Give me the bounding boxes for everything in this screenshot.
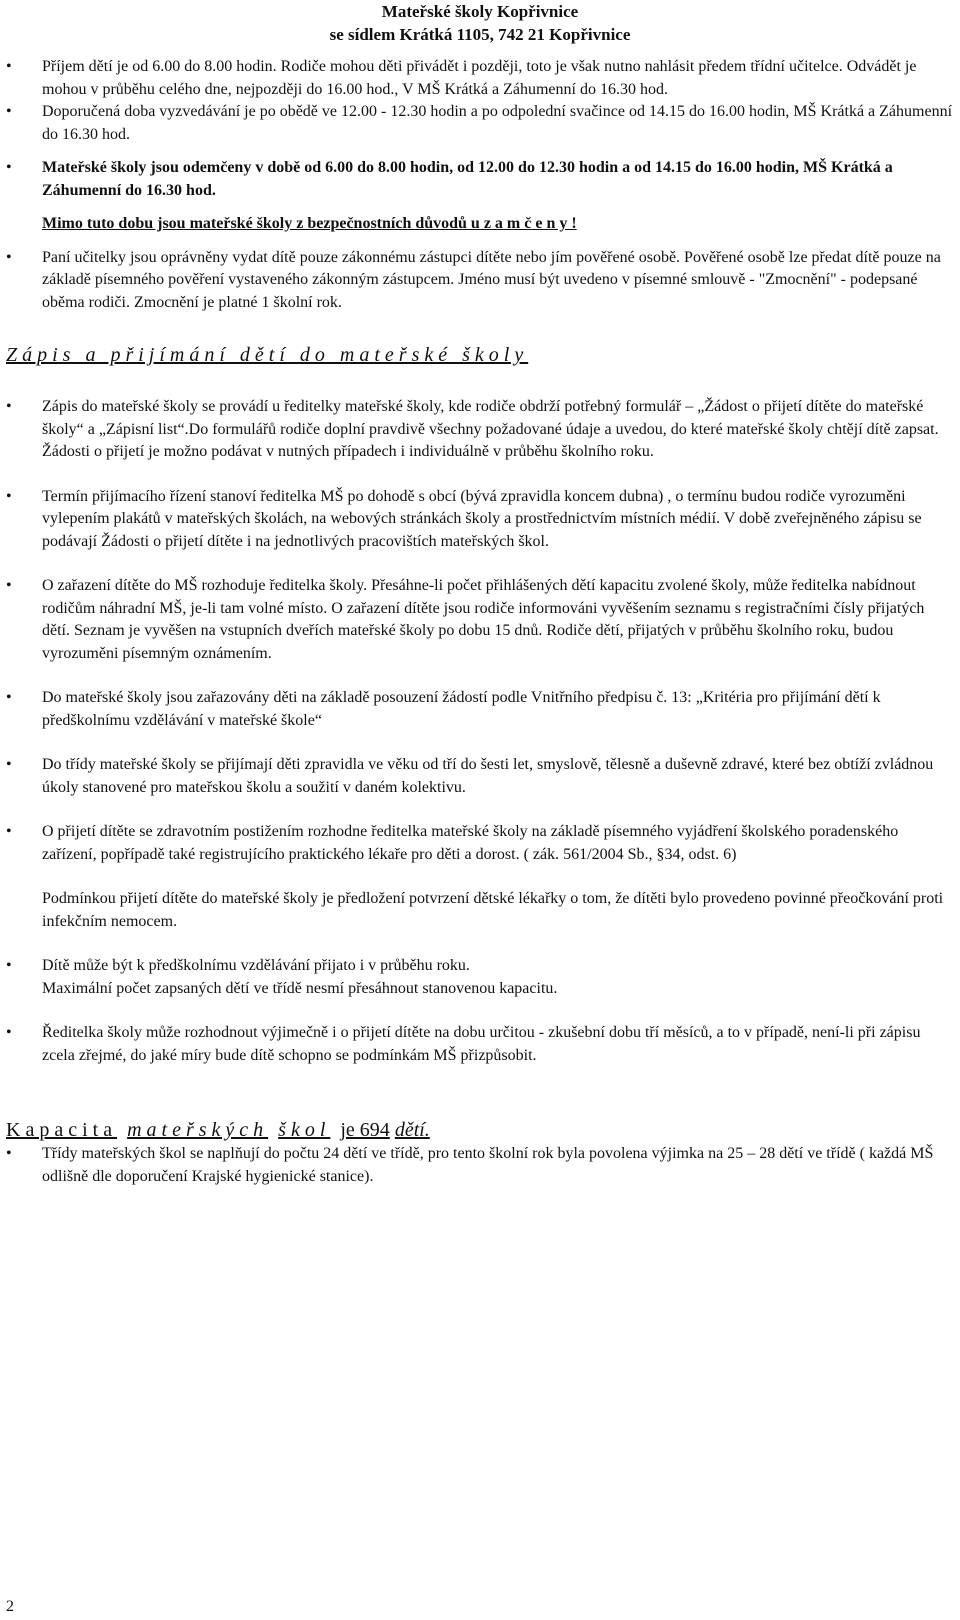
document-body <box>6 56 954 1188</box>
security-warning: Mimo tuto dobu jsou mateřské školy z bezpečnostních důvodů u z a m č e n y ! <box>42 215 577 232</box>
vaccination-paragraph: Podmínkou přijetí dítěte do mateřské školy je předložení potvrzení dětské lékařky o tom, že dítěti bylo provedeno povinné přeočkování proti infekčním nemocem. <box>42 890 944 930</box>
list-item-age-requirements: • Do třídy mateřské školy se přijímají děti zpravidla ve věku od tří do šesti let, smyslově, tělesně a duševně zdravé, které bez obtíží zvládnou úkoly stanovené pro mateřskou školu a soužití v daném kolektivu. <box>6 754 954 799</box>
header-school-name: Mateřské školy Kopřivnice <box>381 2 579 21</box>
capacity-heading: Kapacita mateřských škol je 694 dětí. <box>6 1119 430 1141</box>
list-item-during-year: • Dítě může být k předškolnímu vzdělávání přijato i v průběhu roku. Maximální počet zapsaných dětí ve třídě nesmí přesáhnout stanovenou kapacitu. <box>6 955 954 1000</box>
section-title-enrollment: Zápis a přijímání dětí do mateřské školy <box>6 344 529 366</box>
list-item-criteria: • Do mateřské školy jsou zařazovány děti na základě posouzení žádostí podle Vnitřního předpisu č. 13: „Kritéria pro přijímání dětí k předškolnímu vzdělávání v mateřské škole“ <box>6 687 954 732</box>
list-item-authorized-persons: • Paní učitelky jsou oprávněny vydat dítě pouze zákonnému zástupci dítěte nebo jím pověřené osobě. Pověřené osobě lze předat dítě pouze na základě písemného pověření vystaveného zákonným zástupcem. Jméno musí být uvedeno v písemné smlouvě - "Zmocnění" - podepsané oběma rodiči. Zmocnění je platné 1 školní rok. <box>6 247 954 315</box>
list-item-placement-decision: • O zařazení dítěte do MŠ rozhoduje ředitelka školy. Přesáhne-li počet přihlášených dětí kapacitu zvolené školy, může ředitelka nabídnout rodičům náhradní MŠ, je-li tam volné místo. O zařazení dítěte jsou rodiče informováni vyvěšením seznamu s registračními čísly přijatých dětí. Seznam je vyvěšen na vstupních dveřích mateřské školy po dobu 15 dnů. Rodiče dětí, přijatých v průběhu školního roku, budou vyrozuměni písemným oznámením. <box>6 575 954 665</box>
list-item-disability: • O přijetí dítěte se zdravotním postižením rozhodne ředitelka mateřské školy na základě písemného vyjádření školského poradenského zařízení, popřípadě také registrujícího praktického lékaře pro děti a dorost. ( zák. 561/2004 Sb., §34, odst. 6) <box>6 821 954 866</box>
enrollment-list <box>6 396 954 464</box>
list-item-enrollment-form: • Zápis do mateřské školy se provádí u ředitelky mateřské školy, kde rodiče obdrží potřebný formulář – „Žádost o přijetí dítěte do mateřské školy“ a „Zápisní list“.Do formulářů rodiče doplní pravdivě všechny požadované údaje a uvedou, do které mateřské školy chtějí dítě zapsat. Žádosti o přijetí je možno podávat v nutných případech i individuálně v průběhu školního roku. <box>6 396 954 464</box>
opening-hours-list <box>6 56 954 146</box>
list-item-admission-date: • Termín přijímacího řízení stanoví ředitelka MŠ po dohodě s obcí (bývá zpravidla koncem dubna) , o termínu budou rodiče vyrozuměni vylepením plakátů v mateřských školách, na webových stránkách školy a prostřednictvím místních médií. V době zveřejněného zápisu se podávají Žádosti o přijetí dítěte i na jednotlivých pracovištích mateřských škol. <box>6 486 954 554</box>
list-item-unlocked-hours <box>6 157 954 202</box>
list-item-class-size: • Třídy mateřských škol se naplňují do počtu 24 dětí ve třídě, pro tento školní rok byla povolena výjimka na 25 – 28 dětí ve třídě ( každá MŠ odlišně dle doporučení Krajské hygienické stanice). <box>6 1143 954 1188</box>
header-address: se sídlem Krátká 1105, 742 21 Kopřivnice <box>329 25 631 44</box>
document-header <box>0 0 960 46</box>
unlocked-hours-text: Mateřské školy jsou odemčeny v době od 6.00 do 8.00 hodin, od 12.00 do 12.30 hodin a od 14.15 do 16.00 hodin, MŠ Krátká a Záhumenní do 16.30 hod. <box>42 159 893 199</box>
page-number: 2 <box>6 1597 14 1615</box>
list-item-trial-period: • Ředitelka školy může rozhodnout výjimečně i o přijetí dítěte na dobu určitou - zkušební dobu tří měsíců, a to v případě, není-li při zápisu zcela zřejmé, do jaké míry bude dítě schopno se podmínkám MŠ přizpůsobit. <box>6 1022 954 1067</box>
list-item-admission-time: • Příjem dětí je od 6.00 do 8.00 hodin. Rodiče mohou děti přivádět i později, toto je však nutno nahlásit předem třídní učitelce. Odvádět je mohou v průběhu celého dne, nejpozději do 16.00 hod., V MŠ Krátká a Záhumenní do 16.30 hod. <box>6 56 954 101</box>
list-item-pickup-time: • Doporučená doba vyzvedávání je po obědě ve 12.00 - 12.30 hodin a po odpolední svačince od 14.15 do 16.00 hodin, MŠ Krátká a Záhumenní do 16.30 hod. <box>6 101 954 146</box>
